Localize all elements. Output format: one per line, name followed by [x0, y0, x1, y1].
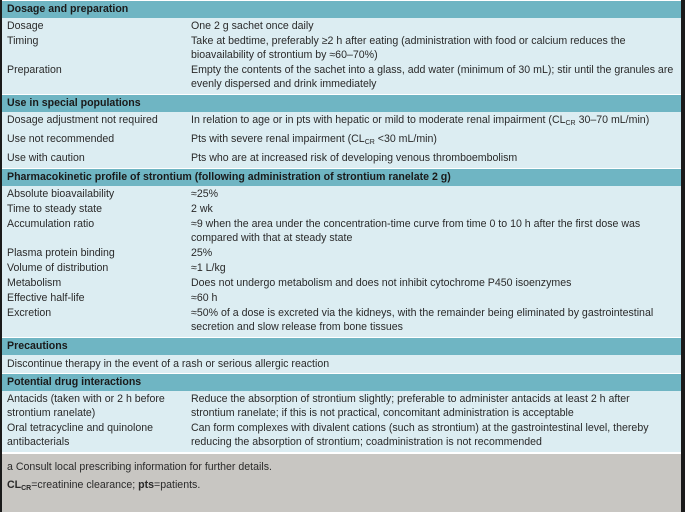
row-label: Excretion: [7, 307, 52, 319]
row-value: 25%: [191, 247, 213, 259]
section-header-special-populations: Use in special populations: [2, 94, 681, 112]
abbr-clcr: CL: [7, 479, 22, 491]
row-label: Volume of distribution: [7, 262, 109, 274]
row-label: Oral tetracycline and quinolone antibacterials: [7, 422, 154, 448]
section-header-pharmacokinetics: Pharmacokinetic profile of strontium (following administration of strontium ranelate 2 g): [2, 168, 681, 186]
table-row: [2, 216, 681, 245]
section-header-interactions: Potential drug interactions: [2, 373, 681, 391]
abbr-pts-def: =patients.: [154, 479, 201, 491]
precautions-text: Discontinue therapy in the event of a rash or serious allergic reaction: [7, 358, 330, 370]
value-text: In relation to age or in pts with hepatic or mild to moderate renal impairment (CL: [191, 114, 566, 126]
row-value: ≈60 h: [191, 292, 218, 304]
row-label: Timing: [7, 35, 39, 47]
row-value: ≈9 when the area under the concentration-time curve from time 0 to 10 h after the first dose was compared with that at steady state: [191, 218, 641, 244]
section-header-precautions: Precautions: [2, 337, 681, 355]
row-value: Can form complexes with divalent cations (such as strontium) at the gastrointestinal level, thereby reducing the absorption of strontium; coadministration is not recommended: [191, 422, 649, 448]
value-text: <30 mL/min): [374, 133, 437, 145]
row-label: Effective half-life: [7, 292, 85, 304]
row-label: Absolute bioavailability: [7, 188, 115, 200]
table-row: [2, 245, 681, 260]
table-row: [2, 112, 681, 131]
row-label: Use with caution: [7, 152, 85, 164]
row-value: Does not undergo metabolism and does not inhibit cytochrome P450 isoenzymes: [191, 277, 572, 289]
table-row: [2, 18, 681, 33]
table-row: [2, 391, 681, 420]
table-row: [2, 420, 681, 452]
row-value: Empty the contents of the sachet into a glass, add water (minimum of 30 mL); stir until the granules are evenly dispersed and drink immediately: [191, 64, 674, 90]
row-value: 2 wk: [191, 203, 213, 215]
row-value: ≈50% of a dose is excreted via the kidneys, with the remainder being eliminated by gastrointestinal secretion and slow release from bone tissues: [191, 307, 654, 333]
row-label: Metabolism: [7, 277, 62, 289]
value-text: 30–70 mL/min): [575, 114, 650, 126]
footnote-a: a Consult local prescribing information for further details.: [7, 461, 272, 473]
row-value: Take at bedtime, preferably ≥2 h after eating (administration with food or calcium reduces the bioavailability of strontium by ≈60–70%): [191, 35, 626, 61]
table-row: [2, 186, 681, 201]
row-label: Accumulation ratio: [7, 218, 95, 230]
table-row: [2, 150, 681, 168]
row-value: One 2 g sachet once daily: [191, 20, 314, 32]
subscript: CR: [364, 139, 375, 146]
row-label: Time to steady state: [7, 203, 102, 215]
row-label: Plasma protein binding: [7, 247, 115, 259]
table-row: [2, 275, 681, 290]
row-label: Dosage: [7, 20, 44, 32]
row-value: [191, 132, 681, 150]
abbr-clcr-sub: CR: [21, 485, 32, 492]
row-value: [191, 113, 681, 131]
row-label: Preparation: [7, 64, 62, 76]
table-row: [2, 33, 681, 62]
value-text: Pts with severe renal impairment (CL: [191, 133, 365, 145]
abbr-clcr-def: =creatinine clearance;: [31, 479, 139, 491]
abbreviations: [7, 476, 681, 498]
section-header-dosage: Dosage and preparation: [2, 0, 681, 18]
row-value: Reduce the absorption of strontium slightly; preferable to administer antacids at least 2 h after strontium ranelate; if this is not practical, concomitant administration is acceptable: [191, 393, 630, 419]
table-row: [2, 305, 681, 337]
abbr-pts: pts: [138, 479, 155, 491]
subscript: CR: [565, 120, 576, 127]
table-row: [2, 290, 681, 305]
row-value: Pts who are at increased risk of developing venous thromboembolism: [191, 152, 518, 164]
row-value: ≈1 L/kg: [191, 262, 226, 274]
table-footnotes: [2, 452, 681, 512]
row-label: Use not recommended: [7, 133, 115, 145]
table-row: [2, 260, 681, 275]
row-label: Dosage adjustment not required: [7, 114, 158, 126]
row-value: ≈25%: [191, 188, 219, 200]
drug-info-table: [2, 0, 681, 493]
table-row: [2, 131, 681, 150]
row-label: Antacids (taken with or 2 h before strontium ranelate): [7, 393, 165, 419]
table-row: [2, 201, 681, 216]
table-row: [2, 62, 681, 94]
